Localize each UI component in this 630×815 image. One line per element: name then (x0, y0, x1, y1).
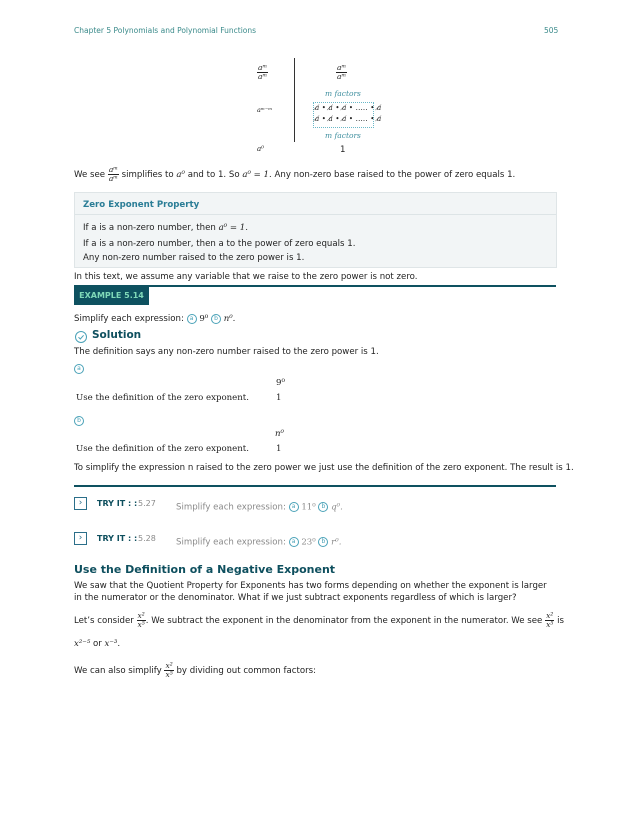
part-a-result: 1 (276, 393, 282, 403)
try2-a-expr: 23⁰ (301, 537, 316, 548)
part-b-marker: b (211, 314, 221, 324)
conclusion-text: To simplify the expression n raised to the zero power we just use the definition of the zero exponent. The result is 1. (74, 463, 574, 473)
intro-fraction (108, 166, 119, 183)
solution-heading: Solution (92, 329, 142, 341)
intro-frac-den: aᵐ (108, 174, 118, 183)
intro-m1: a⁰ (176, 170, 185, 180)
intro-t1: We see (74, 170, 106, 180)
try1-b-expr: q⁰. (331, 502, 343, 513)
factors-row-1: a̸ • a̸ • a̸ • ..... • a̸ (315, 104, 382, 112)
intro-t2: simplifies to (121, 170, 174, 180)
p2-text-a: Let’s consider (74, 616, 134, 626)
part-b-step: Use the definition of the zero exponent. (76, 444, 249, 454)
p2-expr-1: x²⁻⁵ (74, 639, 91, 649)
try1-a-marker: a (289, 502, 299, 512)
property-title-divider (75, 214, 556, 215)
property-box (74, 192, 557, 268)
p2-text-or: or (93, 639, 102, 649)
example-conclusion (74, 462, 574, 474)
example-bottom-rule (74, 485, 556, 487)
definition-text: The definition says any non-zero number raised to the zero power is 1. (74, 347, 379, 357)
assumption-text: In this text, we assume any variable that we raise to the zero power is not zero. (74, 272, 418, 282)
intro-paragraph (74, 166, 574, 183)
try2-b-marker: b (318, 537, 328, 547)
left-frac-den: aᵐ (258, 72, 268, 81)
example-b-expr: n⁰. (223, 314, 236, 324)
page-number: 505 (544, 26, 559, 35)
try-it-expand-button-2[interactable]: › (74, 532, 87, 545)
right-frac-den: aᵐ (337, 72, 347, 81)
try-it-prompt-2 (176, 537, 341, 548)
property-line1-math: a⁰ = 1. (218, 223, 248, 233)
left-frac-num: aᵐ (258, 63, 268, 72)
factors-row-2: a̸ • a̸ • a̸ • ..... • a̸ (315, 115, 382, 123)
part-b-expr: n⁰ (275, 429, 284, 439)
try1-b-marker: b (318, 502, 328, 512)
check-circle-icon (75, 331, 87, 343)
intro-t4: Any non-zero base raised to the power of zero equals 1. (274, 170, 516, 180)
property-title: Zero Exponent Property (83, 200, 200, 210)
right-frac-num: aᵐ (337, 63, 347, 72)
p2-text-c: is (557, 616, 564, 626)
section-paragraph-2 (74, 611, 564, 629)
part-a-marker: a (187, 314, 197, 324)
p2-frac1-num: x² (137, 611, 145, 620)
part-a-step: Use the definition of the zero exponent. (76, 393, 249, 403)
property-line-3: Any non-zero number raised to the zero power is 1. (83, 253, 305, 263)
left-result: a⁰ (257, 145, 264, 153)
p2-frac2-den: x⁵ (546, 620, 554, 629)
intro-m2: a⁰ = 1. (242, 170, 272, 180)
try-it-number-1: 5.27 (138, 499, 156, 508)
try2-b-expr: r⁰. (331, 537, 342, 548)
example-tag: EXAMPLE 5.14 (74, 287, 149, 305)
chapter-header: Chapter 5 Polynomials and Polynomial Functions (74, 26, 257, 35)
m-factors-bottom: m factors (325, 131, 361, 140)
part-a-label: a (74, 364, 84, 374)
right-result: 1 (340, 145, 346, 155)
p2-fraction-2 (545, 612, 554, 629)
part-a-expr: 9⁰ (276, 378, 285, 388)
p2-frac2-num: x² (546, 611, 554, 620)
try2-text: Simplify each expression: (176, 537, 286, 548)
left-power: aᵐ⁻ᵐ (257, 106, 273, 114)
try2-a-marker: a (289, 537, 299, 547)
section-title: Use the Definition of a Negative Exponent (74, 563, 336, 576)
p3-frac-den: x⁵ (165, 670, 173, 679)
try-it-number-2: 5.28 (138, 534, 156, 543)
p3-text-a: We can also simplify (74, 666, 162, 676)
try-it-label-2: TRY IT : : (97, 534, 138, 543)
part-b-label: b (74, 416, 84, 426)
right-fraction (336, 64, 347, 81)
property-line-1 (83, 222, 248, 234)
table-divider (294, 58, 295, 142)
p2-frac1-den: x⁵ (137, 620, 145, 629)
p2-fraction-1 (137, 612, 146, 629)
part-b-result: 1 (276, 444, 282, 454)
left-fraction (257, 64, 268, 81)
try-it-prompt-1 (176, 502, 343, 513)
section-paragraph-3 (74, 662, 316, 679)
try1-a-expr: 11⁰ (301, 502, 316, 513)
p3-fraction (164, 662, 173, 679)
try-it-label-1: TRY IT : : (97, 499, 138, 508)
property-line-2: If a is a non-zero number, then a to the power of zero equals 1. (83, 239, 356, 249)
example-prompt (74, 313, 235, 325)
example-a-expr: 9⁰ (199, 314, 209, 324)
intro-frac-num: aᵐ (108, 165, 118, 174)
p2-expr-2: x⁻³. (104, 639, 121, 649)
section-paragraph-2-cont (74, 638, 120, 650)
p2-text-b: . We subtract the exponent in the denominator from the exponent in the numerator. We see (145, 616, 543, 626)
try1-text: Simplify each expression: (176, 502, 286, 513)
section-paragraph-1: We saw that the Quotient Property for Exponents has two forms depending on whether the exponent is larger in the numerator or the denominator. What if we just subtract exponents regardless of which is larger? (74, 581, 547, 603)
m-factors-top: m factors (325, 89, 361, 98)
try-it-expand-button-1[interactable]: › (74, 497, 87, 510)
example-prompt-text: Simplify each expression: (74, 314, 184, 324)
p3-frac-num: x² (165, 661, 173, 670)
p3-text-b: by dividing out common factors: (176, 666, 317, 676)
intro-t3: and to 1. So (187, 170, 240, 180)
property-line1-text: If a is a non-zero number, then (83, 223, 216, 233)
